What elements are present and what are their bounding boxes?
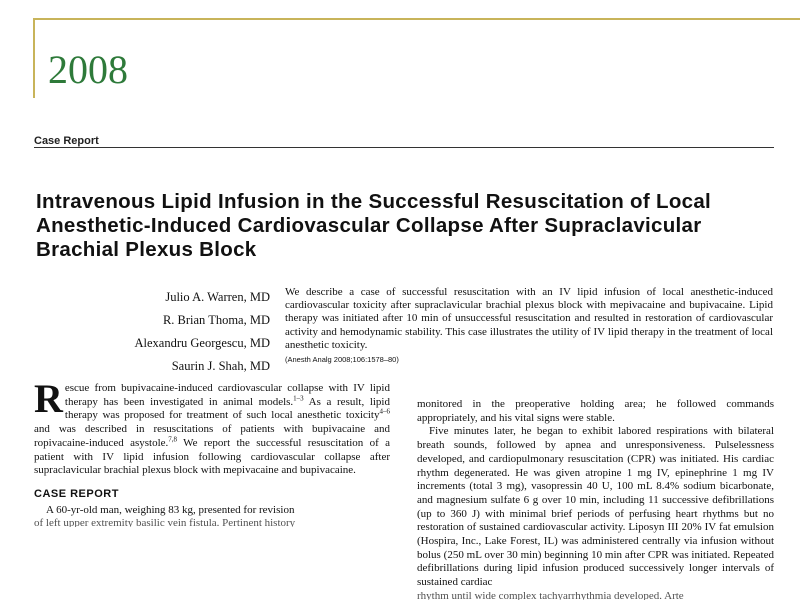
left-column <box>34 376 390 528</box>
author-name: R. Brian Thoma, MD <box>162 313 270 327</box>
case-paragraph: A 60-yr-old man, weighing 83 kg, presented for revision <box>46 503 295 516</box>
right-paragraph: Five minutes later, he began to exhibit labored respirations with bilateral breath sounds, followed by apnea and unresponsiveness. Pulselessness developed, and cardiopulmonary resuscitation (CPR) was initiated. His cardiac rhythm degenerated. He was given atropine 1 mg IV, epinephrine 1 mg IV increments (total 3 mg), vasopressin 40 U, 100 mL 8.4% sodium bicarbonate, and magnesium sulfate 6 g over 10 min, including 11 successive defibrillations (up to 360 J) with minimal brief periods of perfusing heart rhythms but no restoration of sustained cardiovascular activity. Liposyn III 20% IV fat emulsion (Hospira, Inc., Lake Forest, IL) was administered centrally via infusion without bolus (250 mL over 30 min) beginning 10 min after CPR was initiated. Repeated defibrillations during lipid infusion produced successively longer intervals of sustained cardiac <box>417 425 774 589</box>
intro-text: escue from bupivacaine-induced cardiovascular collapse with IV lipid therapy has been investigated in animal models. <box>64 382 390 408</box>
right-column <box>417 398 774 600</box>
slide-year: 2008 <box>48 47 128 92</box>
intro-text: We report the successful resuscitation of a patient with IV lipid infusion following cardiovascular collapse after supraclavicular brachial plexus block with mepivacaine and bupivacaine. <box>34 436 390 477</box>
section-heading: CASE REPORT <box>34 487 119 500</box>
author-name: Julio A. Warren, MD <box>165 290 270 304</box>
author-name: Saurin J. Shah, MD <box>171 359 270 373</box>
reference-superscript: 4–6 <box>379 407 390 416</box>
intro-text: and was described in resuscitations of patients with bupivacaine and ropivacaine-induced asystole. <box>34 423 390 449</box>
abstract <box>285 286 773 366</box>
header-rule <box>34 147 774 148</box>
abstract-text: We describe a case of successful resuscitation with an IV lipid infusion of local anesthetic-induced cardiovascular toxicity after supraclavicular brachial plexus block with mepivacaine and bupivacaine. Lipid therapy was initiated after 10 min of unsuccessful resuscitation and resulted in restoration of cardiovascular activity and hemodynamic stability. This case illustrates the utility of IV lipid therapy in the treatment of local anesthetic toxicity. <box>285 286 773 351</box>
slide-frame-vertical <box>33 18 35 98</box>
paper-title: Intravenous Lipid Infusion in the Successful Resuscitation of Local Anesthetic-Induced Cardiovascular Collapse After Supraclavicular Brachial Plexus Block <box>36 190 712 261</box>
author-name: Alexandru Georgescu, MD <box>134 336 270 350</box>
intro-text: As a result, lipid therapy was proposed for treatment of such local anesthetic toxicity <box>64 395 390 422</box>
author-list <box>94 286 270 378</box>
section-label: Case Report <box>34 135 99 147</box>
citation: (Anesth Analg 2008;106:1578–80) <box>285 355 399 365</box>
right-paragraph-cutoff: rhythm until wide complex tachyarrhythmia developed. Arte <box>417 589 684 600</box>
right-paragraph: monitored in the preoperative holding area; he followed commands appropriately, and his vital signs were stable. <box>417 398 774 424</box>
drop-cap: R <box>34 376 63 421</box>
slide-frame-horizontal <box>33 18 800 20</box>
reference-superscript: 7,8 <box>168 435 178 444</box>
case-paragraph-cutoff: of left upper extremity basilic vein fistula. Pertinent history <box>34 517 296 528</box>
intro-paragraph <box>34 376 390 478</box>
reference-superscript: 1–3 <box>293 394 304 403</box>
